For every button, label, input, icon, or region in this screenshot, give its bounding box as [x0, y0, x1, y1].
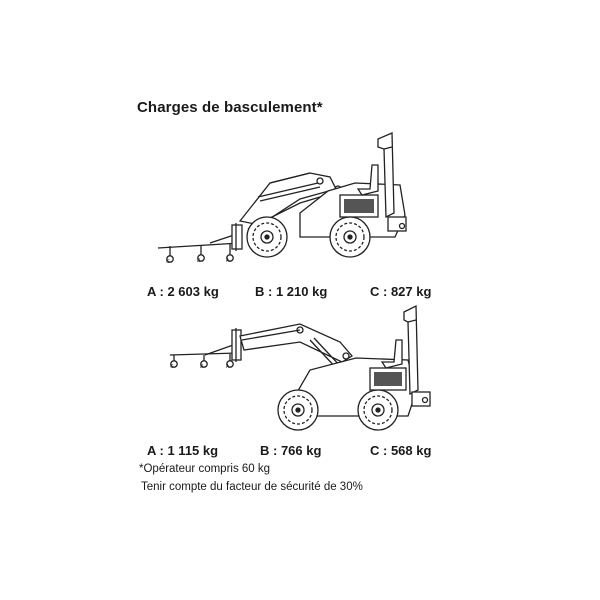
load-value-b: B : 1 210 kg	[255, 284, 328, 299]
rear-wheel	[330, 217, 370, 257]
front-wheel	[278, 390, 318, 430]
load-value-b: B : 766 kg	[260, 443, 322, 458]
fork-label-c: C	[166, 259, 170, 265]
fork-label-b: B	[200, 364, 204, 370]
fork-label-a: A	[226, 364, 230, 370]
load-value-c: C : 827 kg	[370, 284, 432, 299]
loader-diagram-raised	[160, 300, 440, 440]
loader-diagram-lowered	[150, 125, 420, 270]
safety-note: Tenir compte du facteur de sécurité de 30%	[141, 481, 363, 493]
load-value-a: A : 1 115 kg	[147, 443, 219, 458]
operator-note: *Opérateur compris 60 kg	[139, 463, 271, 475]
rear-wheel	[358, 390, 398, 430]
fork-label-c: C	[170, 364, 174, 370]
front-wheel	[247, 217, 287, 257]
fork-label-b: B	[197, 258, 201, 264]
load-value-a: A : 2 603 kg	[147, 284, 219, 299]
fork-tine-line	[170, 353, 238, 355]
load-value-c: C : 568 kg	[370, 443, 432, 458]
fork-label-a: A	[226, 258, 230, 264]
tipping-loads-row-2	[147, 443, 447, 461]
page-title: Charges de basculement*	[137, 99, 323, 116]
